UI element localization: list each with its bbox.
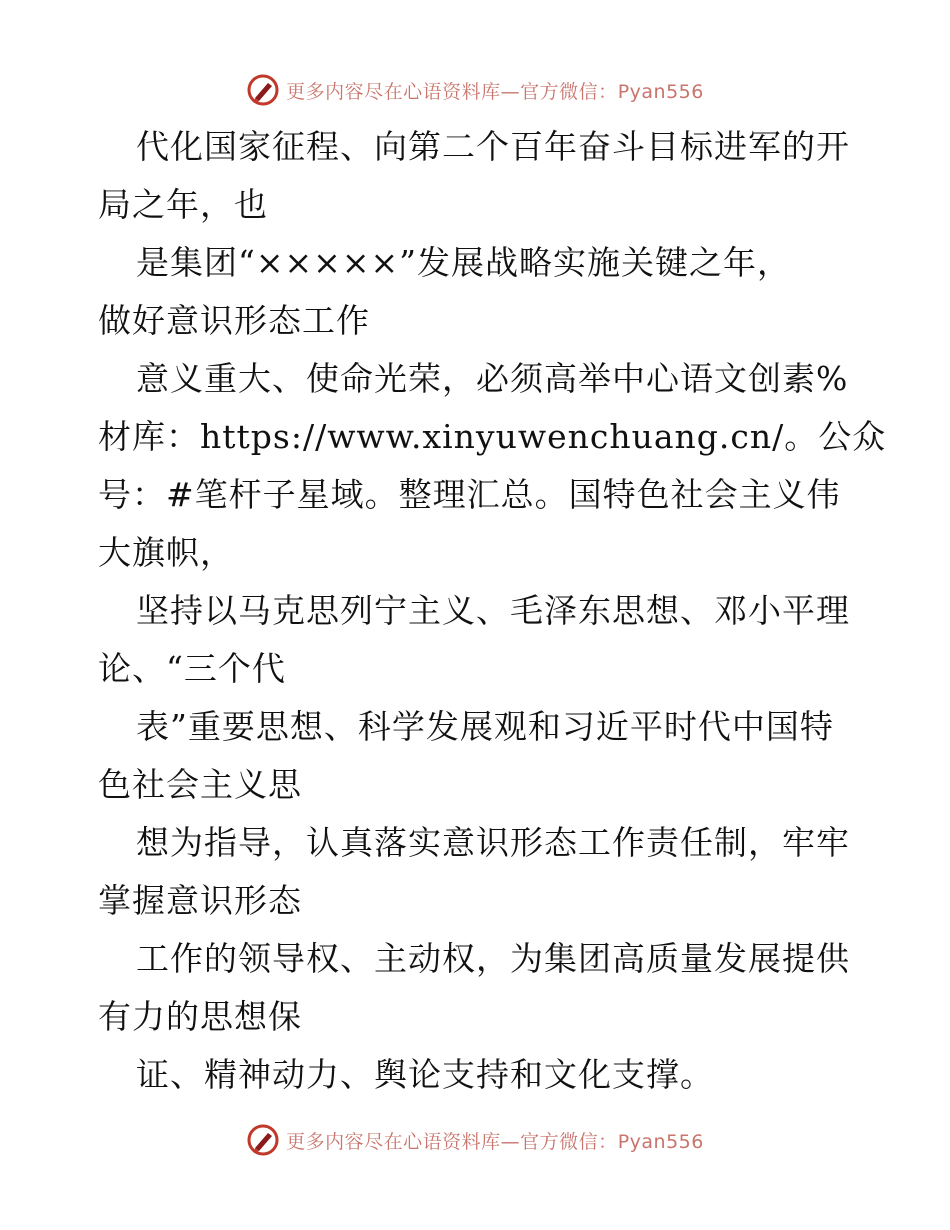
- body-line: 有力的思想保: [98, 997, 302, 1036]
- header-banner-text: [286, 77, 704, 104]
- document-body: [98, 118, 887, 1104]
- header-banner-sep: —官方微信：: [500, 80, 618, 103]
- footer-banner-main: 更多内容尽在心语资料库: [286, 1130, 501, 1153]
- body-line: 论、“三个代: [98, 649, 286, 688]
- body-line: 表”重要思想、科学发展观和习近平时代中国特: [136, 707, 834, 746]
- page-header-banner: [0, 68, 950, 112]
- body-line: 工作的领导权、主动权，为集团高质量发展提供: [136, 939, 850, 978]
- body-line: 材库：https://www.xinyuwenchuang.cn/。公众: [98, 417, 887, 456]
- body-line: 掌握意识形态: [98, 881, 302, 920]
- body-line: 号：#笔杆子星域。整理汇总。国特色社会主义伟: [98, 475, 841, 514]
- body-line: 局之年，也: [98, 185, 268, 224]
- pen-logo-icon: [246, 1123, 280, 1157]
- body-line: 是集团“×××××”发展战略实施关键之年，: [136, 243, 791, 282]
- footer-banner-text: [286, 1127, 704, 1154]
- pen-logo-icon: [246, 73, 280, 107]
- footer-banner-sep: —官方微信：: [500, 1130, 618, 1153]
- body-line: 坚持以马克思列宁主义、毛泽东思想、邓小平理: [136, 591, 850, 630]
- header-banner-main: 更多内容尽在心语资料库: [286, 80, 501, 103]
- body-line: 色社会主义思: [98, 765, 302, 804]
- page-footer-banner: [0, 1118, 950, 1162]
- body-line: 意义重大、使命光荣，必须高举中心语文创素%: [136, 359, 849, 398]
- body-line: 大旗帜，: [98, 533, 234, 572]
- body-line: 做好意识形态工作: [98, 301, 370, 340]
- body-line: 证、精神动力、舆论支持和文化支撑。: [136, 1055, 714, 1094]
- footer-banner-id: Pyan556: [617, 1130, 704, 1153]
- header-banner-id: Pyan556: [617, 80, 704, 103]
- body-line: 代化国家征程、向第二个百年奋斗目标进军的开: [136, 127, 850, 166]
- body-line: 想为指导，认真落实意识形态工作责任制，牢牢: [136, 823, 850, 862]
